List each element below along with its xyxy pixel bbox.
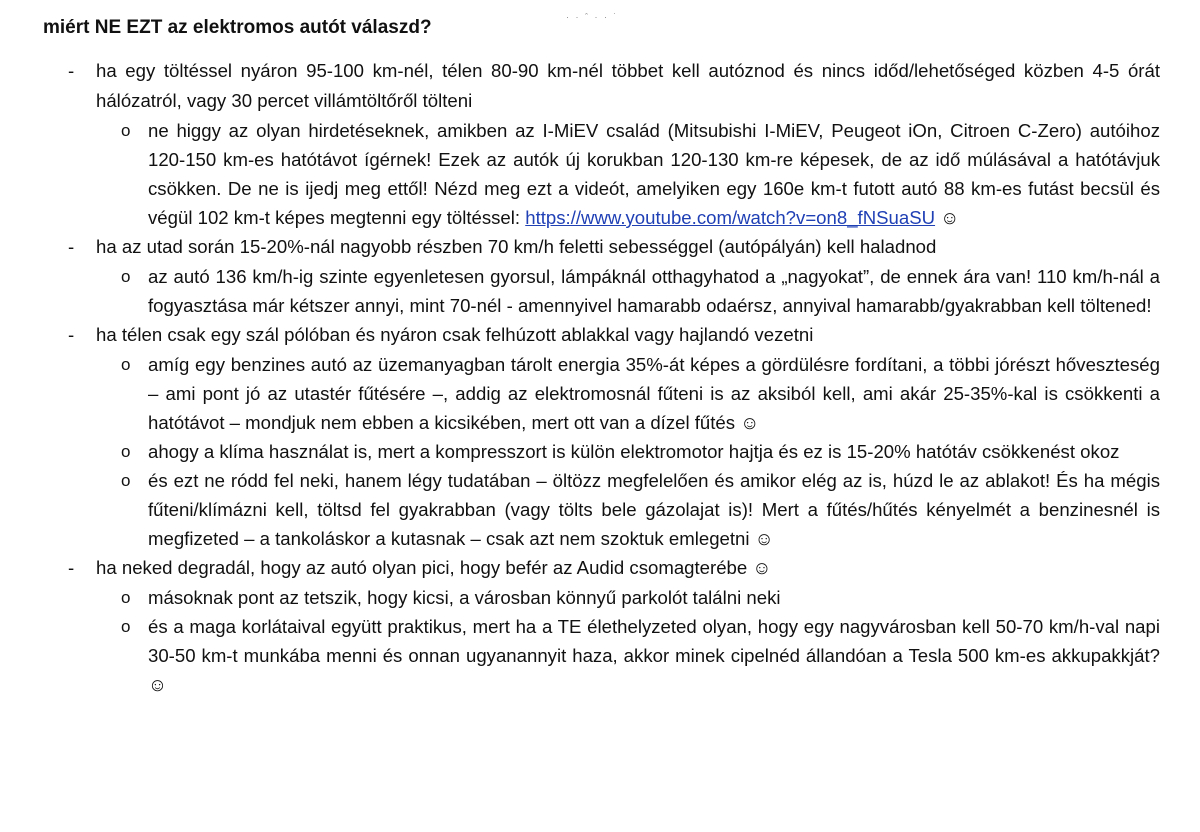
youtube-video-link[interactable]: https://www.youtube.com/watch?v=on8_fNSuaSU — [525, 207, 936, 228]
sub-item-text: és ezt ne ródd fel neki, hanem légy tudatában – öltözz megfelelően és amikor elég az is, húzd le az ablakot! És ha mégis fűteni/klímázni kell, töltsd fel gyakrabban (vagy tölts bele gázolajat is)! Mert a fűtés/hűtés kényelmét a benzinesnél is megfizeted – a tankoláskor a kutasnak – csak azt nem szoktuk emlegetni ☺ — [148, 470, 1160, 549]
sub-item-imiev-range — [96, 116, 1160, 232]
circle-bullet-icon: o — [121, 617, 131, 636]
list-item-heating-cooling — [0, 320, 1200, 553]
circle-bullet-icon: o — [121, 588, 131, 607]
circle-bullet-icon: o — [121, 267, 131, 286]
sub-item-practical — [96, 612, 1160, 699]
sub-item-text: az autó 136 km/h-ig szinte egyenletesen gyorsul, lámpáknál otthagyhatod a „nagyokat”, de ennek ára van! 110 km/h-nál a fogyasztása már kétszer annyi, mint 70-nél - amennyivel hamarabb odaérsz, annyival hamarabb/gyakrabban kell töltened! — [148, 266, 1160, 316]
reasons-list — [0, 56, 1200, 699]
sub-item-dress-warm — [96, 466, 1160, 553]
sub-item-text: amíg egy benzines autó az üzemanyagban tárolt energia 35%-át képes a gördülésre fordítani, a többi jórészt hőveszteség – ami pont jó az utastér fűtésére –, addig az elektromosnál fűteni is az aksiból kell, ami akár 25-35%-kal is csökkenti a hatótávot – mondjuk nem ebben a kicsikében, mert ott van a dízel fűtés ☺ — [148, 354, 1160, 433]
smiley-icon: ☺ — [935, 207, 960, 228]
circle-bullet-icon: o — [121, 355, 131, 374]
sub-item-heating — [96, 350, 1160, 437]
sub-list — [96, 350, 1160, 553]
list-item-size — [0, 553, 1200, 699]
sub-item-parking — [96, 583, 1160, 612]
sub-list — [96, 116, 1160, 232]
circle-bullet-icon: o — [121, 471, 131, 490]
list-item-text: ha egy töltéssel nyáron 95-100 km-nél, télen 80-90 km-nél többet kell autóznod és nincs időd/lehetőséged közben 4-5 órát hálózatról, vagy 30 percet villámtöltőről tölteni — [96, 60, 1160, 111]
list-item-text: ha az utad során 15-20%-nál nagyobb részben 70 km/h feletti sebességgel (autópályán) kell haladnod — [96, 236, 937, 257]
sub-item-text: ne higgy az olyan hirdetéseknek, amikben az I-MiEV család (Mitsubishi I-MiEV, Peugeot iOn, Citroen C-Zero) autóihoz 120-150 km-es hatótávot ígérnek! Ezek az autók új korukban 120-130 km-re képesek, de az idő múlásával a hatótávjuk csökken. De ne is ijedj meg ettől! Nézd meg ezt a videót, amelyiken egy 160e km-t futott autó 88 km-es futást becsül és végül 102 km-t képes megtenni egy töltéssel: — [148, 120, 1160, 228]
dash-marker: - — [68, 236, 75, 257]
list-item-highway — [0, 232, 1200, 320]
sub-item-text: ahogy a klíma használat is, mert a kompresszort is külön elektromotor hajtja és ez is 15-20% hatótáv csökkenést okoz — [148, 441, 1120, 462]
dash-marker: - — [68, 324, 75, 345]
faint-header-mark: · · ˆ · · ˙ — [566, 12, 619, 22]
list-item-range — [0, 56, 1200, 232]
sub-item-text: és a maga korlátaival együtt praktikus, mert ha a TE élethelyzeted olyan, hogy egy nagyvárosban kell 50-70 km/h-val napi 30-50 km-t munkába menni és onnan ugyanannyit haza, akkor minek cipelnéd állandóan a Tesla 500 km-es akkupakkját? ☺ — [148, 616, 1160, 695]
sub-list — [96, 583, 1160, 699]
sub-item-ac — [96, 437, 1160, 466]
circle-bullet-icon: o — [121, 442, 131, 461]
dash-marker: - — [68, 60, 75, 81]
sub-list — [96, 262, 1160, 320]
list-item-text: ha télen csak egy szál pólóban és nyáron csak felhúzott ablakkal vagy hajlandó vezetni — [96, 324, 814, 345]
circle-bullet-icon: o — [121, 121, 131, 140]
sub-item-acceleration — [96, 262, 1160, 320]
document-heading: miért NE EZT az elektromos autót válaszd? — [43, 17, 432, 38]
list-item-text: ha neked degradál, hogy az autó olyan pici, hogy befér az Audid csomagterébe ☺ — [96, 557, 772, 578]
dash-marker: - — [68, 557, 75, 578]
sub-item-text: másoknak pont az tetszik, hogy kicsi, a városban könnyű parkolót találni neki — [148, 587, 781, 608]
